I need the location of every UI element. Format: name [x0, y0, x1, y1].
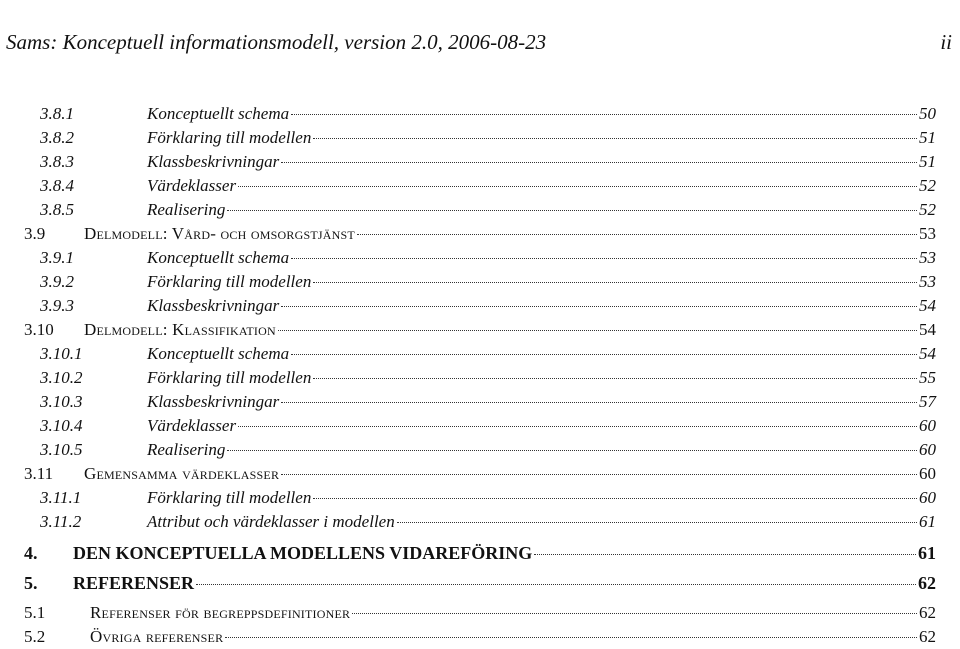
toc-entry-number: 3.10.5 [40, 440, 83, 459]
toc-entry-body [147, 246, 936, 270]
toc-entry-body [147, 366, 936, 390]
toc-entry-page: 54 [919, 320, 936, 339]
dot-leader [397, 522, 917, 523]
toc-entry-page: 62 [918, 573, 936, 593]
toc-entry-page: 52 [919, 176, 936, 195]
page-number: ii [940, 30, 952, 54]
toc-entry-body [147, 270, 936, 294]
toc-entry-number: 3.9.1 [40, 248, 74, 267]
toc-entry[interactable] [0, 222, 960, 246]
toc-entry-body [90, 625, 936, 649]
toc-entry-label: Klassbeskrivningar [147, 296, 280, 315]
toc-entry-label: Delmodell: Klassifikation [84, 320, 276, 339]
toc-entry-label: Realisering [147, 440, 226, 459]
toc-entry-label: Förklaring till modellen [147, 368, 312, 387]
toc-entry-page: 54 [919, 296, 936, 315]
toc-entry-page: 61 [918, 543, 936, 563]
toc-entry[interactable] [0, 270, 960, 294]
dot-leader [357, 234, 917, 235]
toc-entry-label: Klassbeskrivningar [147, 392, 280, 411]
dot-leader [281, 474, 917, 475]
toc-entry-body [147, 174, 936, 198]
toc-entry[interactable] [0, 601, 960, 625]
toc-entry[interactable] [0, 246, 960, 270]
dot-leader [313, 282, 917, 283]
toc-entry-number: 3.10.3 [40, 392, 83, 411]
toc-entry-number: 3.10 [24, 320, 54, 339]
toc-entry-label: Konceptuellt schema [147, 248, 290, 267]
toc-entry-page: 52 [919, 200, 936, 219]
toc-entry[interactable] [0, 571, 960, 595]
toc-entry-number: 3.9 [24, 224, 46, 243]
toc-entry[interactable] [0, 541, 960, 565]
dot-leader [281, 162, 917, 163]
toc-entry-body [90, 601, 936, 625]
toc-entry[interactable] [0, 486, 960, 510]
toc-entry-body [84, 222, 936, 246]
toc-entry-number: 3.8.5 [40, 200, 74, 219]
dot-leader [238, 186, 917, 187]
toc-entry[interactable] [0, 438, 960, 462]
toc-entry-number: 3.9.3 [40, 296, 74, 315]
toc-entry-number: 3.10.4 [40, 416, 83, 435]
toc-entry-body [147, 510, 936, 534]
toc-entry[interactable] [0, 102, 960, 126]
toc-entry[interactable] [0, 390, 960, 414]
toc-entry-page: 60 [919, 464, 936, 483]
toc-entry-page: 53 [919, 272, 936, 291]
toc-entry-body [147, 150, 936, 174]
dot-leader [313, 498, 917, 499]
dot-leader [291, 354, 917, 355]
toc-entry-page: 62 [919, 627, 936, 646]
toc-entry-body [147, 198, 936, 222]
toc-entry-number: 3.11.2 [40, 512, 82, 531]
dot-leader [352, 613, 917, 614]
toc-entry-number: 5.2 [24, 627, 46, 646]
dot-leader [225, 637, 917, 638]
dot-leader [227, 210, 917, 211]
toc-entry-label: DEN KONCEPTUELLA MODELLENS VIDAREFÖRING [73, 543, 533, 563]
toc-entry-number: 4. [24, 543, 38, 563]
toc-entry-page: 51 [919, 128, 936, 147]
toc-entry-page: 50 [919, 104, 936, 123]
toc-entry-label: Gemensamma värdeklasser [84, 464, 280, 483]
toc-entry-number: 3.8.4 [40, 176, 74, 195]
toc-entry-number: 5. [24, 573, 38, 593]
toc-entry-page: 61 [919, 512, 936, 531]
toc-entry-page: 60 [919, 488, 936, 507]
dot-leader [196, 584, 916, 585]
toc-entry[interactable] [0, 126, 960, 150]
toc-entry-label: Referenser för begreppsdefinitioner [90, 603, 351, 622]
dot-leader [278, 330, 917, 331]
toc-entry-label: Attribut och värdeklasser i modellen [147, 512, 395, 531]
toc-entry-label: Konceptuellt schema [147, 104, 290, 123]
toc-entry[interactable] [0, 625, 960, 649]
toc-entry-label: Klassbeskrivningar [147, 152, 280, 171]
toc-entry-number: 3.10.2 [40, 368, 83, 387]
toc-entry-body [147, 438, 936, 462]
toc-entry-page: 54 [919, 344, 936, 363]
toc-entry-label: Förklaring till modellen [147, 128, 312, 147]
toc-entry-label: Realisering [147, 200, 226, 219]
toc-entry-body [84, 462, 936, 486]
toc-entry-label: Övriga referenser [90, 627, 224, 646]
toc-entry-page: 60 [919, 416, 936, 435]
toc-entry-page: 53 [919, 248, 936, 267]
toc-entry-body [147, 102, 936, 126]
toc-entry-page: 55 [919, 368, 936, 387]
dot-leader [281, 402, 917, 403]
page-header [0, 30, 960, 60]
toc-entry-page: 57 [919, 392, 936, 411]
dot-leader [313, 378, 917, 379]
toc-entry-number: 3.9.2 [40, 272, 74, 291]
toc-entry[interactable] [0, 366, 960, 390]
toc-entry-number: 3.10.1 [40, 344, 83, 363]
dot-leader [534, 554, 916, 555]
toc-entry[interactable] [0, 510, 960, 534]
toc-entry-body [147, 342, 936, 366]
dot-leader [281, 306, 917, 307]
toc-entry-number: 3.11.1 [40, 488, 82, 507]
dot-leader [227, 450, 917, 451]
toc-entry[interactable] [0, 150, 960, 174]
toc-entry[interactable] [0, 342, 960, 366]
toc-entry-label: Konceptuellt schema [147, 344, 290, 363]
toc-entry-number: 3.8.3 [40, 152, 74, 171]
toc-entry[interactable] [0, 414, 960, 438]
toc-entry[interactable] [0, 462, 960, 486]
toc-entry-page: 62 [919, 603, 936, 622]
toc-entry-body [147, 126, 936, 150]
toc-entry-body [73, 571, 936, 595]
toc-entry-body [147, 294, 936, 318]
toc-entry-body [147, 390, 936, 414]
toc-entry-label: Delmodell: Vård- och omsorgstjänst [84, 224, 355, 243]
dot-leader [291, 114, 917, 115]
toc-entry-number: 3.11 [24, 464, 54, 483]
toc-entry-number: 3.8.2 [40, 128, 74, 147]
toc-entry-page: 60 [919, 440, 936, 459]
dot-leader [291, 258, 917, 259]
toc-entry-number: 5.1 [24, 603, 46, 622]
toc-entry[interactable] [0, 174, 960, 198]
toc-entry-page: 51 [919, 152, 936, 171]
toc-entry[interactable] [0, 318, 960, 342]
toc-entry-body [84, 318, 936, 342]
toc-entry-label: Förklaring till modellen [147, 272, 312, 291]
toc-entry[interactable] [0, 198, 960, 222]
toc-entry-label: Värdeklasser [147, 416, 237, 435]
dot-leader [238, 426, 917, 427]
toc-entry-label: Värdeklasser [147, 176, 237, 195]
toc-entry-label: Förklaring till modellen [147, 488, 312, 507]
toc-entry[interactable] [0, 294, 960, 318]
toc-entry-body [147, 486, 936, 510]
dot-leader [313, 138, 917, 139]
toc-entry-body [73, 541, 936, 565]
document-title: Sams: Konceptuell informationsmodell, version 2.0, 2006-08-23 [6, 30, 547, 54]
toc-entry-label: REFERENSER [73, 573, 195, 593]
toc-entry-number: 3.8.1 [40, 104, 74, 123]
toc-entry-page: 53 [919, 224, 936, 243]
toc-entry-body [147, 414, 936, 438]
